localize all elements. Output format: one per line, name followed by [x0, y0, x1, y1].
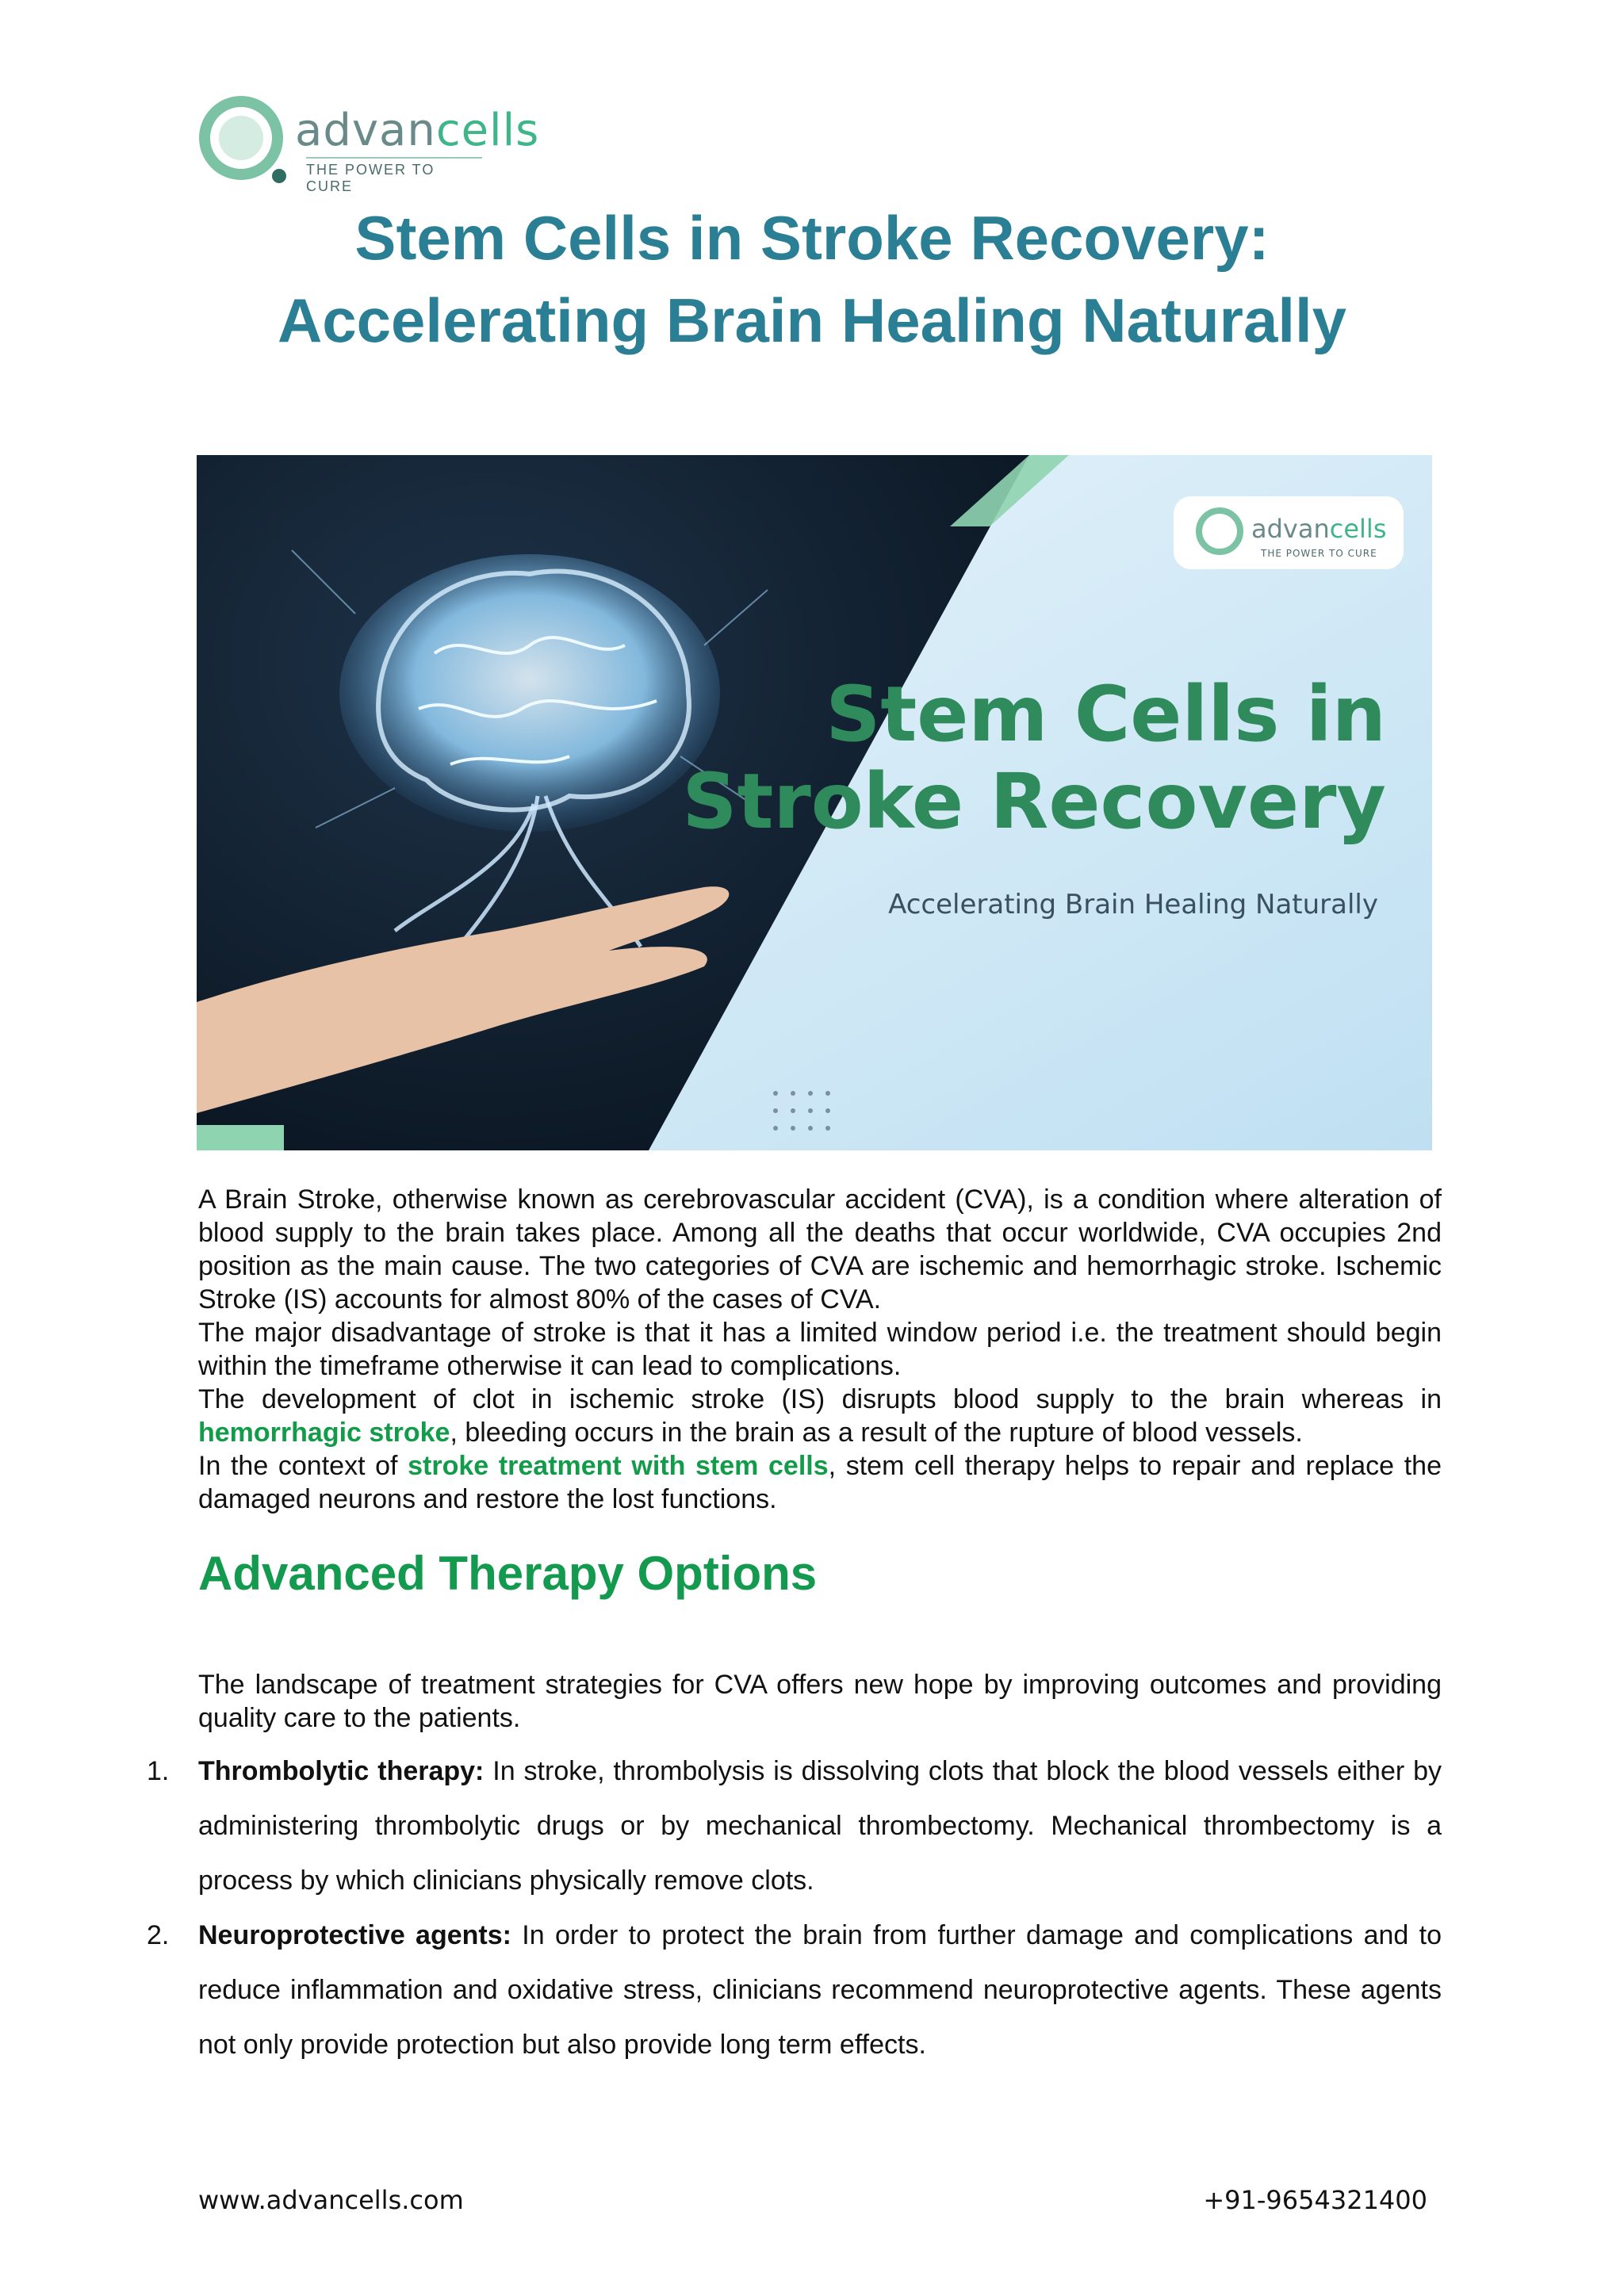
footer-website[interactable]: www.advancells.com [198, 2185, 464, 2215]
intro-paragraph-4: In the context of stroke treatment with stem cells, stem cell therapy helps to repair and replace the damaged neurons and restore the lost functions. [198, 1451, 1442, 1514]
hero-logo-tagline: THE POWER TO CURE [1261, 548, 1377, 559]
hero-heading-line1: Stem Cells in [825, 670, 1386, 759]
hero-heading-line2: Stroke Recovery [682, 757, 1386, 846]
list-item-text: In order to protect the brain from further damage and complications and to reduce inflammation and oxidative stress, clinicians recommend neuroprotective agents. These agents not only provide protection but also provide long term effects. [198, 1920, 1442, 2060]
hero-logo-wordmark: advancells [1251, 514, 1387, 544]
section-heading: Advanced Therapy Options [198, 1547, 818, 1600]
footer-phone[interactable]: +91-9654321400 [1203, 2185, 1427, 2215]
intro-paragraph-3: The development of clot in ischemic stroke (IS) disrupts blood supply to the brain whereas in hemorrhagic stroke, bleeding occurs in the brain as a result of the rupture of blood vessels. [198, 1384, 1442, 1448]
logo-tagline: THE POWER TO CURE [306, 157, 482, 195]
logo-wordmark: advancells [295, 105, 540, 156]
page-title: Stem Cells in Stroke Recovery: Accelerating Brain Healing Naturally [277, 203, 1347, 355]
hero-illustration [197, 455, 1432, 1150]
stroke-treatment-link[interactable]: stroke treatment with stem cells [408, 1451, 829, 1481]
hero-banner [197, 455, 1432, 1150]
list-item-term: Thrombolytic therapy: [198, 1756, 485, 1786]
hero-subheading: Accelerating Brain Healing Naturally [888, 889, 1378, 920]
section-intro: The landscape of treatment strategies for CVA offers new hope by improving outcomes and providing quality care to the patients. [198, 1670, 1442, 1733]
intro-paragraph-2: The major disadvantage of stroke is that it has a limited window period i.e. the treatment should begin within the timeframe otherwise it can lead to complications. [198, 1318, 1442, 1381]
logo-mark-icon [197, 94, 292, 186]
intro-text [198, 1183, 1442, 1516]
list-item-term: Neuroprotective agents: [198, 1920, 511, 1950]
list-item: 2. Neuroprotective agents: In order to protect the brain from further damage and complications and to reduce inflammation and oxidative stress, clinicians recommend neuroprotective agents. These agents not only provide protection but also provide long term effects. [147, 1920, 1442, 2060]
hemorrhagic-stroke-link[interactable]: hemorrhagic stroke [198, 1418, 450, 1448]
brand-logo [197, 94, 540, 194]
therapy-list [147, 1744, 1442, 2072]
intro-paragraph-1: A Brain Stroke, otherwise known as cerebrovascular accident (CVA), is a condition where alteration of blood supply to the brain takes place. Among all the deaths that occur worldwide, CVA occupies 2nd position as the main cause. The two categories of CVA are ischemic and hemorrhagic stroke. Ischemic Stroke (IS) accounts for almost 80% of the cases of CVA. [198, 1184, 1442, 1314]
list-item-text: In stroke, thrombolysis is dissolving clots that block the blood vessels either by administering thrombolytic drugs or by mechanical thrombectomy. Mechanical thrombectomy is a process by which clinicians physically remove clots. [198, 1756, 1442, 1896]
list-item: 1. Thrombolytic therapy: In stroke, thrombolysis is dissolving clots that block the blood vessels either by administering thrombolytic drugs or by mechanical thrombectomy. Mechanical thrombectomy is a process by which clinicians physically remove clots. [147, 1756, 1442, 1896]
